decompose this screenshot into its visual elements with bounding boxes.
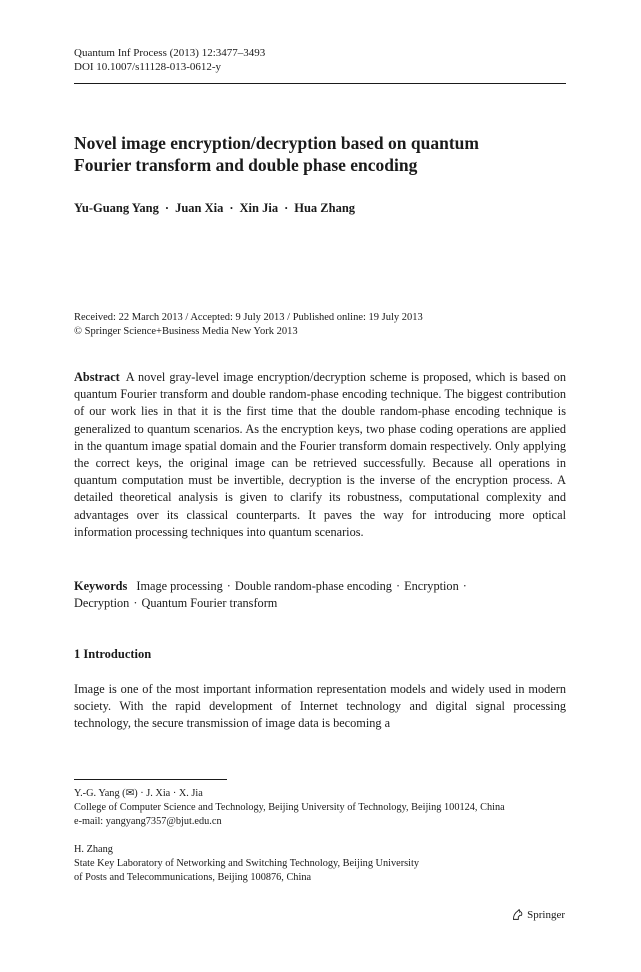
introduction-text: Image is one of the most important information representation models and widely used in modern society. With the rapid development of Internet technology and digital signal processing technology, the secure transmission of image data is becoming a bbox=[74, 682, 566, 731]
springer-horse-icon bbox=[511, 908, 524, 921]
keywords-label: Keywords bbox=[74, 579, 128, 593]
affiliation-1: College of Computer Science and Technology, Beijing University of Technology, Beijing 100124, China bbox=[74, 802, 505, 813]
section-heading: 1 Introduction bbox=[74, 647, 152, 661]
author: Juan Xia bbox=[175, 201, 224, 215]
journal-header bbox=[74, 46, 265, 74]
abstract-label: Abstract bbox=[74, 370, 120, 384]
author-separator: · bbox=[284, 201, 289, 215]
keywords bbox=[74, 578, 566, 612]
received-dates: Received: 22 March 2013 / Accepted: 9 July 2013 / Published online: 19 July 2013 bbox=[74, 312, 423, 323]
doi: DOI 10.1007/s11128-013-0612-y bbox=[74, 61, 222, 73]
keyword: Image processing bbox=[136, 579, 223, 593]
keyword-separator: · bbox=[226, 579, 231, 593]
publisher-footer bbox=[511, 908, 565, 921]
copyright: © Springer Science+Business Media New York 2013 bbox=[74, 326, 298, 337]
footnote-affiliation-2 bbox=[74, 843, 566, 885]
author-list bbox=[74, 201, 355, 216]
header-rule bbox=[74, 83, 566, 84]
title-line-2: Fourier transform and double phase encoding bbox=[74, 155, 418, 175]
keyword-separator: · bbox=[133, 596, 138, 611]
keyword: Quantum Fourier transform bbox=[141, 596, 278, 611]
author-separator: · bbox=[229, 201, 234, 215]
author: Hua Zhang bbox=[294, 201, 356, 215]
keyword: Encryption bbox=[404, 579, 459, 593]
footnote-affiliation-1 bbox=[74, 787, 566, 829]
publisher-name: Springer bbox=[527, 908, 565, 921]
abstract bbox=[74, 369, 566, 541]
publication-dates bbox=[74, 311, 423, 339]
author-email[interactable]: e-mail: yangyang7357@bjut.edu.cn bbox=[74, 816, 222, 827]
footnote-authors: Y.-G. Yang (✉) · J. Xia · X. Jia bbox=[74, 788, 203, 799]
keyword: Double random-phase encoding bbox=[234, 579, 392, 593]
affiliation-2-line-2: of Posts and Telecommunications, Beijing 100876, China bbox=[74, 872, 312, 883]
keyword: Decryption bbox=[74, 596, 130, 611]
footnote-author-2: H. Zhang bbox=[74, 844, 113, 855]
keyword-separator: · bbox=[462, 579, 467, 593]
footnote-rule bbox=[74, 779, 227, 780]
author: Xin Jia bbox=[239, 201, 279, 215]
author-separator: · bbox=[164, 201, 170, 215]
abstract-text: A novel gray-level image encryption/decryption scheme is proposed, which is based on quantum Fourier transform and double random-phase encoding technique. The biggest contribution of our work lies in that it is the first time that the double random-phase encoding technique is generalized to quantum scenarios. As the encryption keys, two phase coding operations are applied in the quantum image spatial domain and the Fourier transform domain respectively. Only applying the correct keys, the original image can be retrieved successfully. Because all operations in quantum computation must be invertible, decryption is the inverse of the encryption process. A detailed theoretical analysis is given to clarify its robustness, computational complexity and advantages over its classical counterparts. It paves the way for introducing more optical information processing techniques into quantum scenarios. bbox=[74, 370, 566, 539]
affiliation-2-line-1: State Key Laboratory of Networking and Switching Technology, Beijing University bbox=[74, 858, 420, 869]
author: Yu-Guang Yang bbox=[74, 201, 159, 215]
title-line-1: Novel image encryption/decryption based on quantum bbox=[74, 133, 479, 153]
journal-citation: Quantum Inf Process (2013) 12:3477–3493 bbox=[74, 47, 266, 59]
keyword-separator: · bbox=[395, 579, 401, 593]
paper-title bbox=[74, 132, 566, 176]
